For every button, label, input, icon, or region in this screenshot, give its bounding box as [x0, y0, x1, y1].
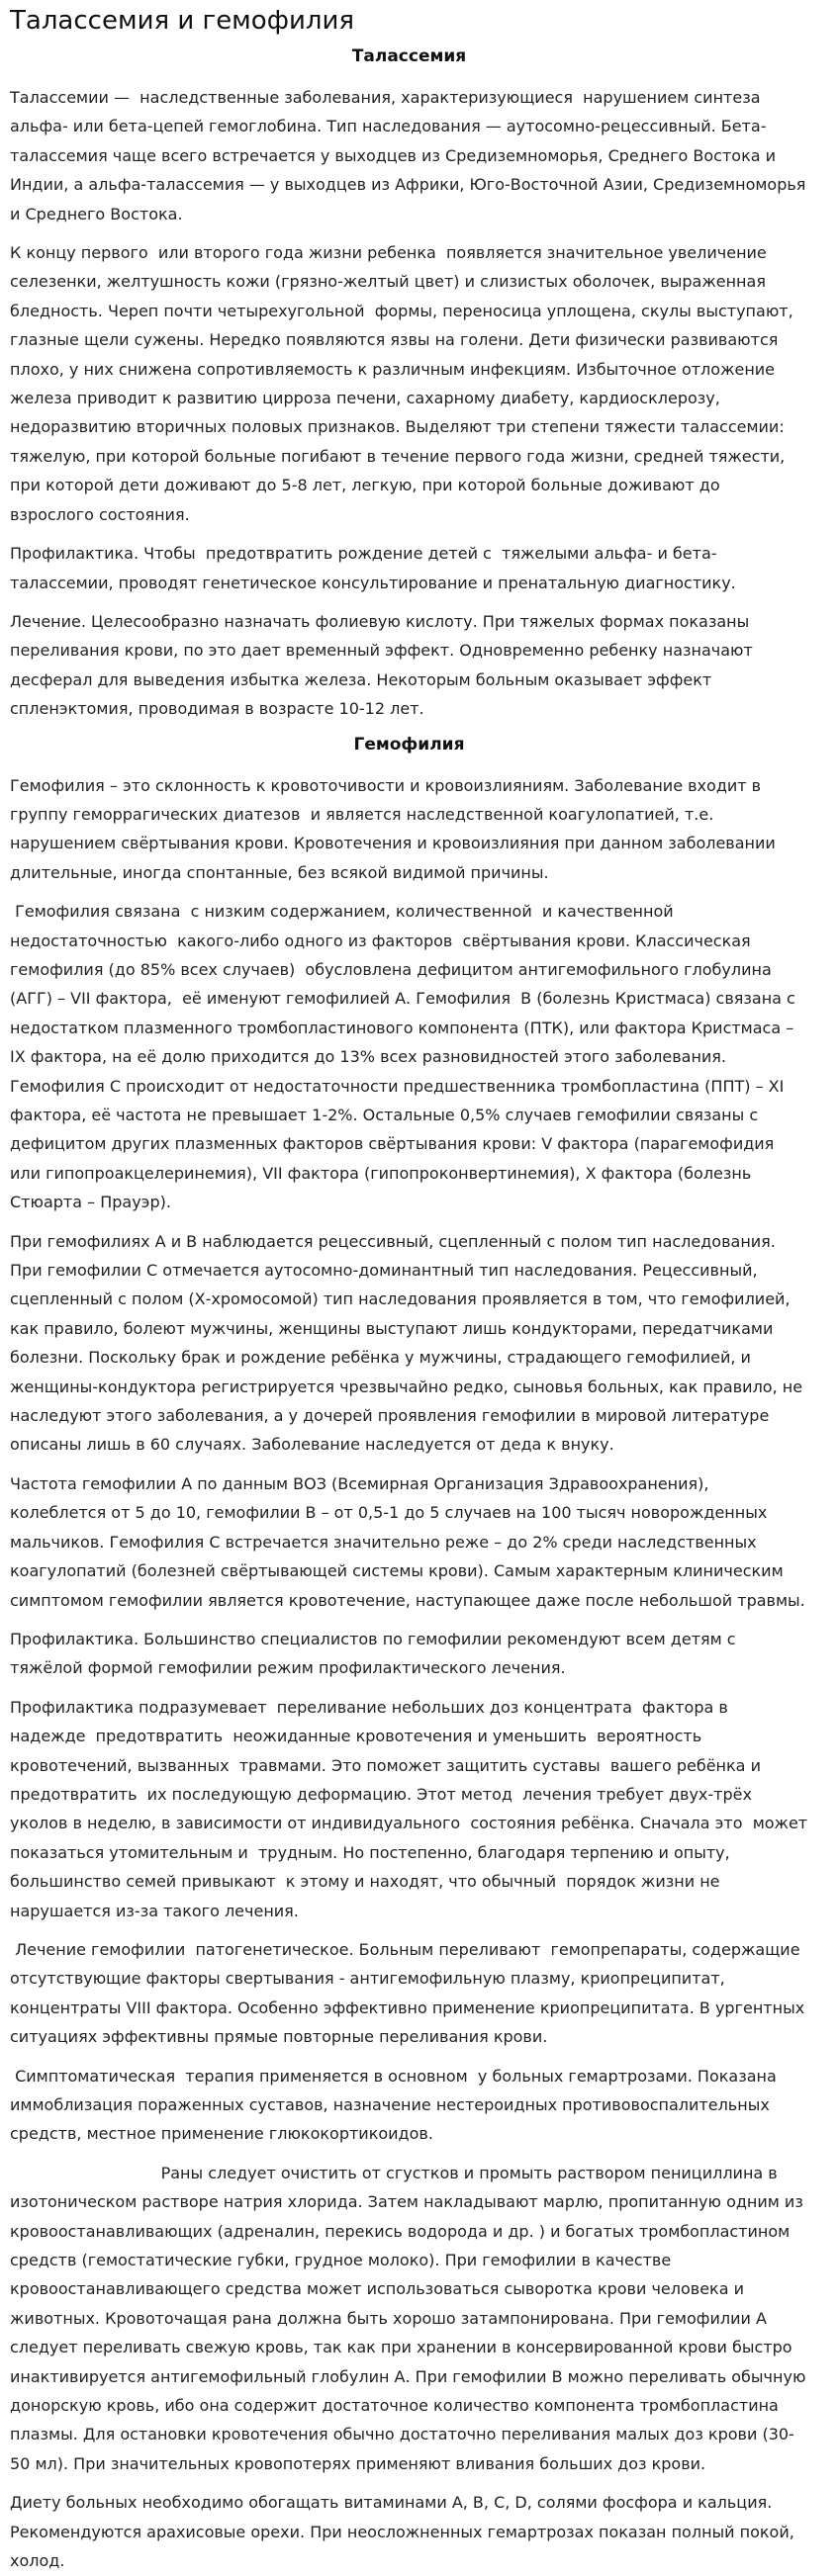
paragraph: Гемофилия – это склонность к кровоточивости и кровоизлияниям. Заболевание входит в группу геморрагических диатезов и является наследственной коагулопатией, т.е. нарушением свёртывания крови. Кровотечения и кровоизлияния при данном заболевании длительные, иногда спонтанные, без всякой видимой причины. [10, 775, 781, 882]
paragraph: Профилактика. Чтобы предотвратить рождение детей с тяжелыми альфа- и бета-талассемии, проводят генетическое консультирование и пренатальную диагностику. [10, 544, 736, 592]
section-heading: Талассемия [351, 46, 467, 66]
paragraph: Гемофилия связана с низким содержанием, количественной и качественной недостаточностью какого-либо одного из факторов свёртывания крови. Классическая гемофилия (до 85% всех случаев) обусловлена дефицитом антигемофильного глобулина (АГГ) – VII фактора, её именуют гемофилией А. Гемофилия В (болезнь Кристмаса) связана с недостатком плазменного тромбопластинового компонента (ПТК), или фактора Кристмаса – IX фактора, на её долю приходится до 13% всех разновидностей этого заболевания. Гемофилия С происходит от недостаточности предшественника тромбопластина (ППТ) – XI фактора, её частота не превышает 1-2%. Остальные 0,5% случаев гемофилии связаны с дефицитом других плазменных факторов свёртывания крови: V фактора (парагемофидия или гипопроакцелеринемия), VII фактора (гипопроконвертинемия), X фактора (болезнь Стюарта – Прауэр). [10, 902, 800, 1212]
paragraph: К концу первого или второго года жизни ребенка появляется значительное увеличение селезенки, желтушность кожи (грязно-желтый цвет) и слизистых оболочек, выраженная бледность. Череп почти четырехугольной формы, переносица уплощена, скулы выступают, глазные щели сужены. Нередко появляются язвы на голени. Дети физически развиваются плохо, у них снижена сопротивляемость к различным инфекциям. Избыточное отложение железа приводит к развитию цирроза печени, сахарному диабету, кардиосклерозу, недоразвитию вторичных половых признаков. Выделяют три степени тяжести талассемии: тяжелую, при которой больные погибают в течение первого года жизни, средней тяжести, при которой дети доживают до 5-8 лет, легкую, при которой больные доживают до взрослого состояния. [10, 243, 798, 524]
paragraph: При гемофилиях А и В наблюдается рецессивный, сцепленный с полом тип наследования. При гемофилии С отмечается аутосомно-доминантный тип наследования. Рецессивный, сцепленный с полом (Х-хромосомой) тип наследования проявляется в том, что гемофилией, как правило, болеют мужчины, женщины выступают лишь кондукторами, передатчиками болезни. Поскольку брак и рождение ребёнка у мужчины, страдающего гемофилией, и женщины-кондуктора регистрируется чрезвычайно редко, сыновья больных, как правило, не наследуют этого заболевания, а у дочерей проявления гемофилии в мировой литературе описаны лишь в 60 случаях. Заболевание наследуется от деда к внуку. [10, 1231, 808, 1455]
paragraph: Профилактика подразумевает переливание небольших доз концентрата фактора в надежде предотвратить неожиданные кровотечения и уменьшить вероятность кровотечений, вызванных травмами. Это поможет защитить суставы вашего ребёнка и предотвратить их последующую деформацию. Этот метод лечения требует двух-трёх уколов в неделю, в зависимости от индивидуального состояния ребёнка. Сначала это может показаться утомительным и трудным. Но постепенно, благодаря терпению и опыту, большинство семей привыкают к этому и находят, что обычный порядок жизни не нарушается из-за такого лечения. [10, 1697, 813, 1920]
paragraph: Диету больных необходимо обогащать витаминами А, В, С, D, солями фосфора и кальция. Рекомендуются арахисовые орехи. При неосложненных гемартрозах показан полный покой, холод. [10, 2493, 799, 2571]
paragraph: Лечение гемофилии патогенетическое. Больным переливают гемопрепараты, содержащие отсутствующие факторы свертывания - антигемофильную плазму, криопреципитат, концентраты VIII фактора. Особенно эффективно применение криопреципитата. В ургентных ситуациях эффективны прямые повторные переливания крови. [10, 1939, 810, 2047]
paragraph: Частота гемофилии А по данным ВОЗ (Всемирная Организация Здравоохранения), колеблется от 5 до 10, гемофилии В – от 0,5-1 до 5 случаев на 100 тысяч новорожденных мальчиков. Гемофилия С встречается значительно реже – до 2% среди наследственных коагулопатий (болезней свёртывающей системы крови). Самым характерным клиническим симптомом гемофилии является кровотечение, наступающее даже после небольшой травмы. [10, 1473, 805, 1610]
section-thalassemia [10, 45, 811, 724]
document-title: Талассемия и гемофилия [10, 6, 354, 36]
paragraph: Талассемии — наследственные заболевания, характеризующиеся нарушением синтеза альфа- или бета-цепей гемоглобина. Тип наследования — аутосомно-рецессивный. Бета-талассемия чаще всего встречается у выходцев из Средиземноморья, Среднего Востока и Индии, а альфа-талассемия — у выходцев из Африки, Юго-Восточной Азии, Средиземноморья и Среднего Востока. [10, 88, 811, 223]
paragraph: Лечение. Целесообразно назначать фолиевую кислоту. При тяжелых формах показаны переливания крови, по это дает временный эффект. Одновременно ребенку назначают десферал для выведения избытка железа. Некоторым больным оказывает эффект спленэктомия, проводимая в возрасте 10-12 лет. [10, 611, 758, 719]
section-hemophilia [10, 734, 813, 2576]
paragraph: Профилактика. Большинство специалистов по гемофилии рекомендуют всем детям с тяжёлой формой гемофилии режим профилактического лечения. [10, 1629, 741, 1678]
section-heading: Гемофилия [353, 734, 465, 755]
paragraph: Симптоматическая терапия применяется в основном у больных гемартрозами. Показана иммоблизация пораженных суставов, назначение нестероидных противовоспалительных средств, местное применение глюкокортикоидов. [10, 2066, 782, 2144]
paragraph: Раны следует очистить от сгустков и промыть раствором пенициллина в изотоническом растворе натрия хлорида. Затем накладывают марлю, пропитанную одним из кровоостанавливающих (адреналин, перекись водорода и др. ) и богатых тромбопластином средств (гемостатические губки, грудное молоко). При гемофилии в качестве кровоостанавливающего средства может использоваться сыворотка крови человека и животных. Кровоточащая рана должна быть хорошо затампонирована. При гемофилии А следует переливать свежую кровь, так как при хранении в консервированной крови быстро инактивируется антигемофильный глобулин А. При гемофилии В можно переливать обычную донорскую кровь, ибо она содержит достаточное количество компонента тромбопластина плазмы. Для остановки кровотечения обычно достаточно переливания малых доз крови (30-50 мл). При значительных кровопотерях применяют вливания больших доз крови. [10, 2163, 811, 2473]
